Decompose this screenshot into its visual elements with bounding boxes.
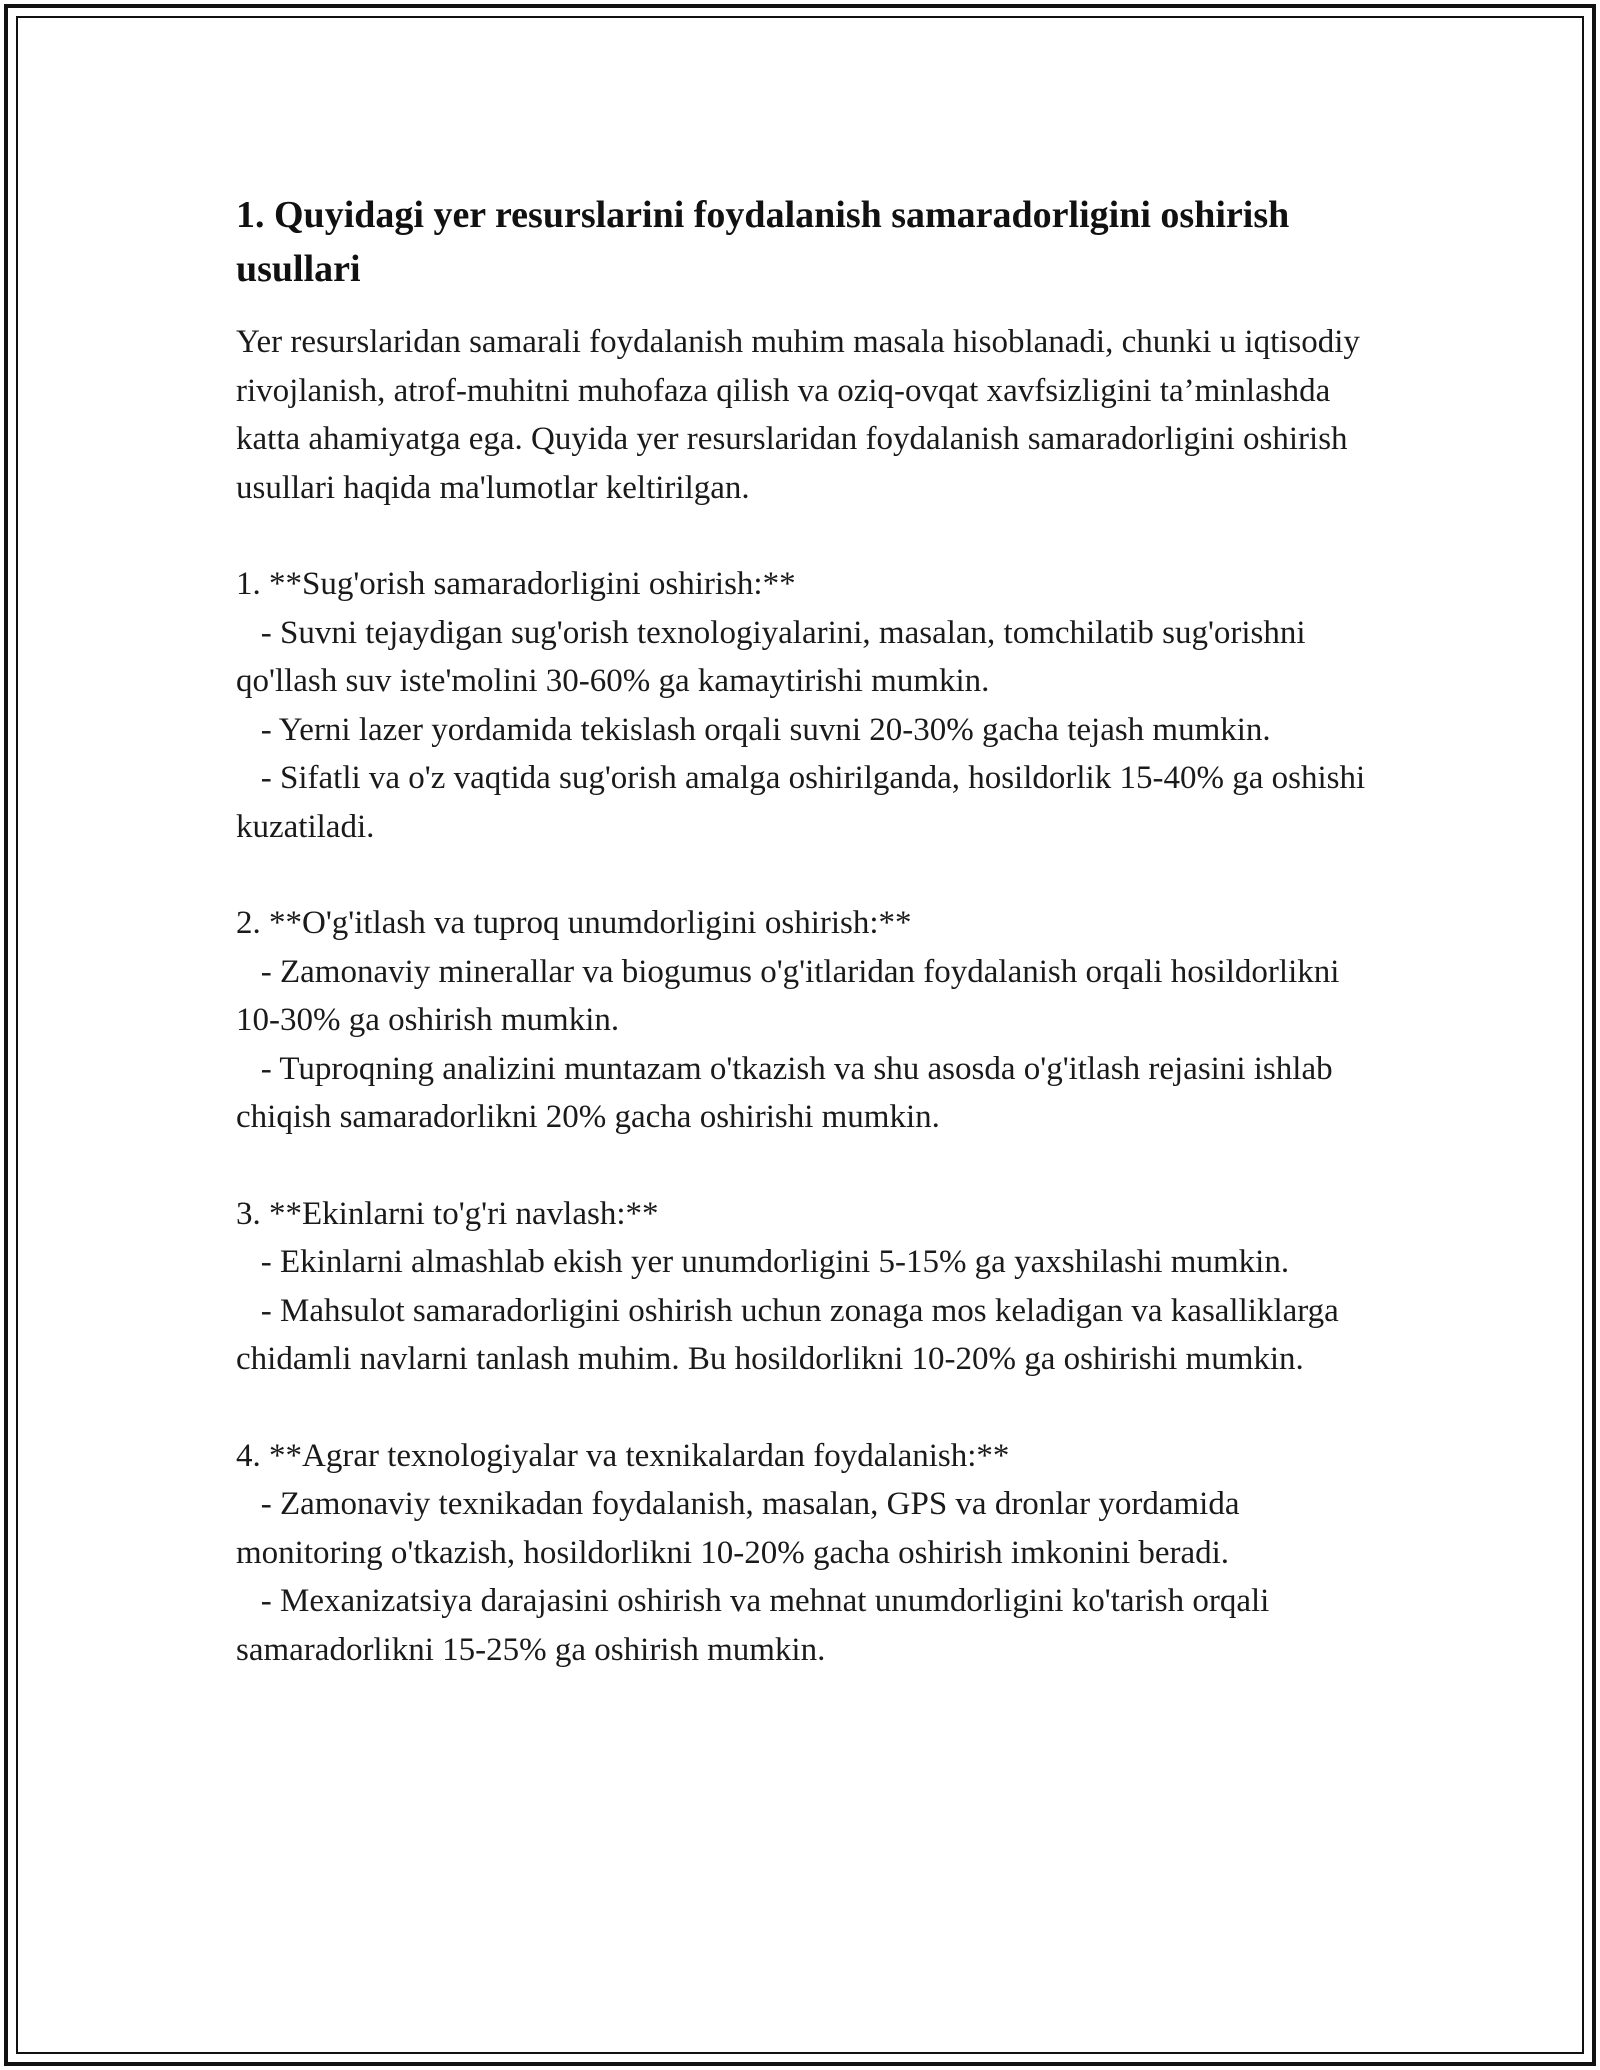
list-item: - Tuproqning analizini muntazam o'tkazish va shu asosda o'g'itlash rejasini ishlab chiqish samaradorlikni 20% gacha oshirishi mumkin.	[236, 1050, 1341, 1135]
list-item: - Zamonaviy texnikadan foydalanish, masalan, GPS va dronlar yordamida monitoring o'tkazish, hosildorlikni 10-20% gacha oshirish imkonini beradi.	[236, 1486, 1248, 1571]
list-item: - Mahsulot samaradorligini oshirish uchun zonaga mos keladigan va kasalliklarga chidamli navlarni tanlash muhim. Bu hosildorlikni 10-20% ga oshirishi mumkin.	[236, 1292, 1348, 1377]
document-title: 1. Quyidagi yer resurslarini foydalanish samaradorligini oshirish usullari	[236, 194, 1290, 290]
intro-paragraph: Yer resurslaridan samarali foydalanish muhim masala hisoblanadi, chunki u iqtisodiy rivojlanish, atrof-muhitni muhofaza qilish va oziq-ovqat xavfsizligini ta’minlashda katta ahamiyatga ega. Quyida yer resurslaridan foydalanish samaradorligini oshirish usullari haqida ma'lumotlar keltirilgan.	[236, 324, 1369, 506]
list-item: - Mexanizatsiya darajasini oshirish va mehnat unumdorligini ko'tarish orqali samaradorlikni 15-25% ga oshirish mumkin.	[236, 1583, 1278, 1668]
section-heading: 1. **Sug'orish samaradorligini oshirish:**	[236, 566, 796, 602]
list-item: - Sifatli va o'z vaqtida sug'orish amalga oshirilganda, hosildorlik 15-40% ga oshishi kuzatiladi.	[236, 760, 1374, 845]
section-crop-varieties	[236, 1190, 1366, 1384]
section-irrigation	[236, 560, 1374, 851]
section-heading: 2. **O'g'itlash va tuproq unumdorligini oshirish:**	[236, 905, 912, 941]
list-item: - Yerni lazer yordamida tekislash orqali suvni 20-30% gacha tejash mumkin.	[236, 711, 1271, 748]
section-agro-technology	[236, 1432, 1366, 1675]
list-item: - Zamonaviy minerallar va biogumus o'g'itlaridan foydalanish orqali hosildorlikni 10-30% ga oshirish mumkin.	[236, 953, 1348, 1038]
section-heading: 4. **Agrar texnologiyalar va texnikalardan foydalanish:**	[236, 1437, 1010, 1474]
document-body	[236, 188, 1374, 1674]
section-heading: 3. **Ekinlarni to'g'ri navlash:**	[236, 1195, 659, 1232]
list-item: - Ekinlarni almashlab ekish yer unumdorligini 5-15% ga yaxshilashi mumkin.	[236, 1244, 1290, 1280]
list-item: - Suvni tejaydigan sug'orish texnologiyalarini, masalan, tomchilatib sug'orishni qo'llash suv iste'molini 30-60% ga kamaytirishi mumkin.	[236, 614, 1314, 699]
section-fertilization	[236, 899, 1366, 1142]
